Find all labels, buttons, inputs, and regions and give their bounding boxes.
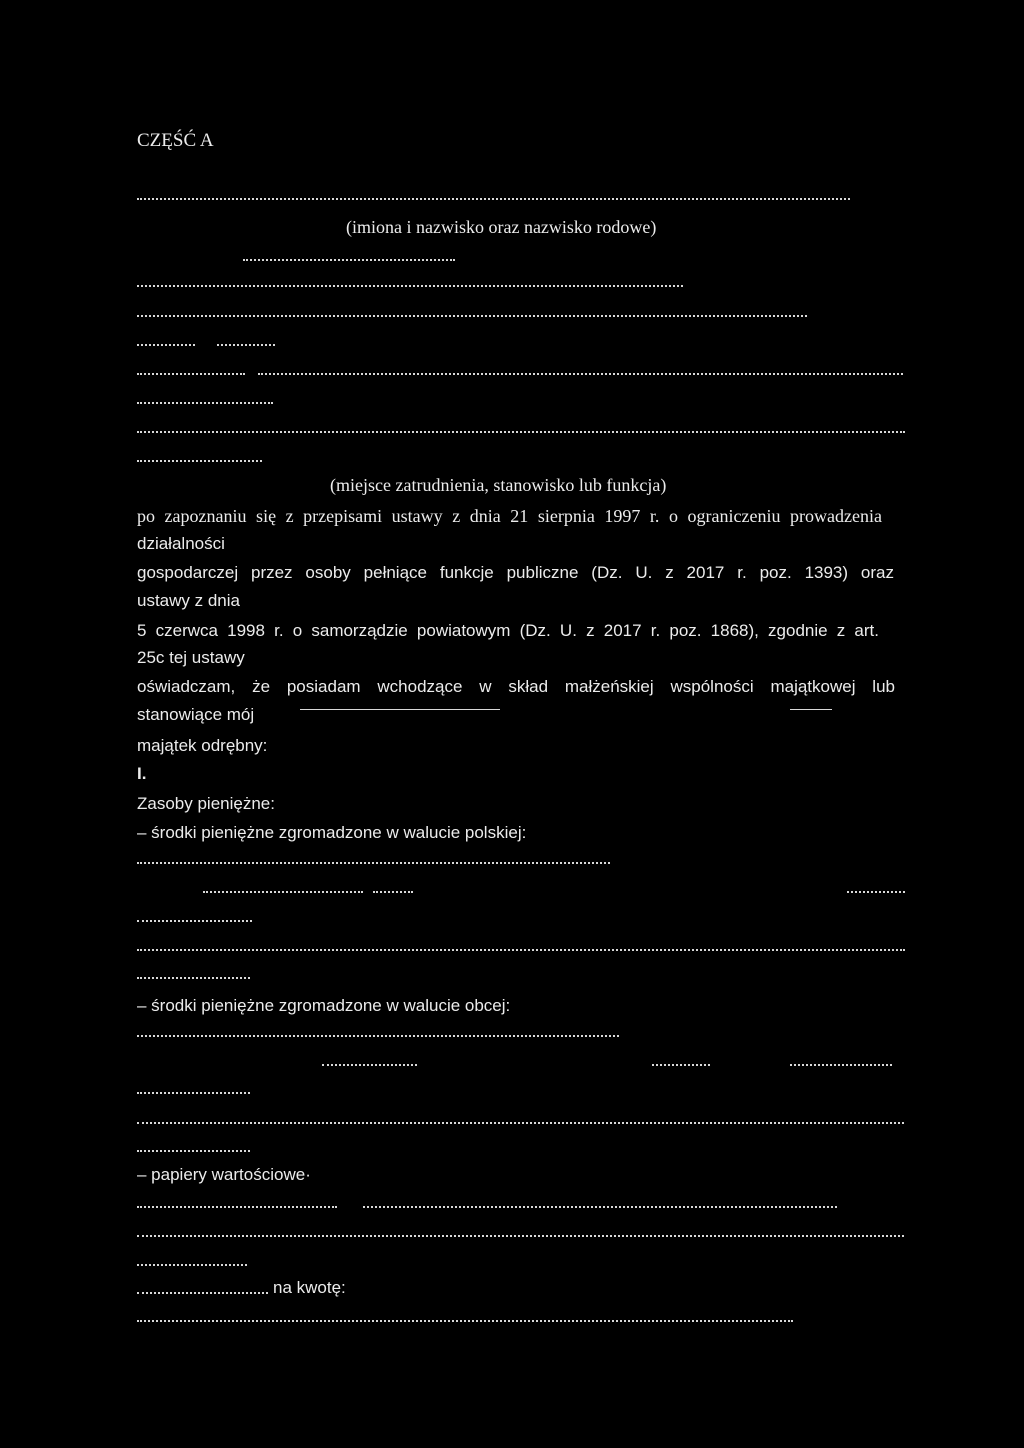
workplace-caption: (miejsce zatrudnienia, stanowisko lub funkcja) (330, 475, 667, 495)
fill-line (137, 1122, 904, 1124)
amount-label: na kwotę: (273, 1278, 346, 1297)
declaration-line: po zapoznaniu się z przepisami ustawy z dnia 21 sierpnia 1997 r. o ograniczeniu prowadzenia (137, 506, 882, 526)
declaration-line: ustawy z dnia (137, 591, 240, 610)
fill-line (363, 1206, 837, 1208)
fill-line (203, 891, 363, 893)
fill-line (137, 949, 905, 951)
declaration-line: gospodarczej przez osoby pełniące funkcje publiczne (Dz. U. z 2017 r. poz. 1393) oraz (137, 563, 894, 582)
fill-line (137, 1320, 793, 1322)
declaration-line: 5 czerwca 1998 r. o samorządzie powiatowym (Dz. U. z 2017 r. poz. 1868), zgodnie z art. (137, 621, 879, 640)
declaration-line: 25c tej ustawy (137, 648, 245, 667)
fill-line (137, 285, 683, 287)
fill-line (258, 373, 903, 375)
fill-line (137, 1092, 250, 1094)
item-foreign-currency: – środki pieniężne zgromadzone w walucie obcej: (137, 996, 511, 1015)
fill-line (137, 315, 807, 317)
declaration-line: stanowiące mój (137, 705, 255, 724)
fill-line (137, 920, 252, 922)
declaration-line: oświadczam, że posiadam wchodzące w skład małżeńskiej wspólności majątkowej lub (137, 677, 895, 696)
fill-line (790, 1064, 892, 1066)
signature-rule (790, 709, 832, 710)
fill-line (137, 1264, 247, 1266)
item-pln: – środki pieniężne zgromadzone w walucie polskiej: (137, 823, 527, 842)
fill-line (137, 1235, 904, 1237)
fill-line (137, 1206, 337, 1208)
amount-fill-line (137, 1292, 268, 1294)
fill-line (322, 1064, 417, 1066)
name-fill-line (137, 198, 850, 200)
fill-line (137, 402, 273, 404)
fill-line (137, 344, 195, 346)
fill-line (137, 1035, 619, 1037)
section-number: I. (137, 764, 147, 783)
fill-line (137, 460, 262, 462)
fill-line (137, 862, 610, 864)
section-heading: Zasoby pieniężne: (137, 794, 275, 813)
fill-line (652, 1064, 710, 1066)
signature-rule (300, 709, 500, 710)
section-title: CZĘŚĆ A (137, 130, 214, 151)
name-fill-line-short (243, 259, 455, 261)
fill-line (217, 344, 275, 346)
fill-line (137, 431, 905, 433)
fill-line (847, 891, 905, 893)
name-caption: (imiona i nazwisko oraz nazwisko rodowe) (346, 217, 657, 237)
declaration-line: majątek odrębny: (137, 736, 268, 755)
fill-line (137, 977, 250, 979)
item-securities: – papiery wartościowe· (137, 1165, 311, 1184)
fill-line (137, 1150, 250, 1152)
fill-line (373, 891, 413, 893)
declaration-line: działalności (137, 534, 225, 553)
fill-line (137, 373, 245, 375)
